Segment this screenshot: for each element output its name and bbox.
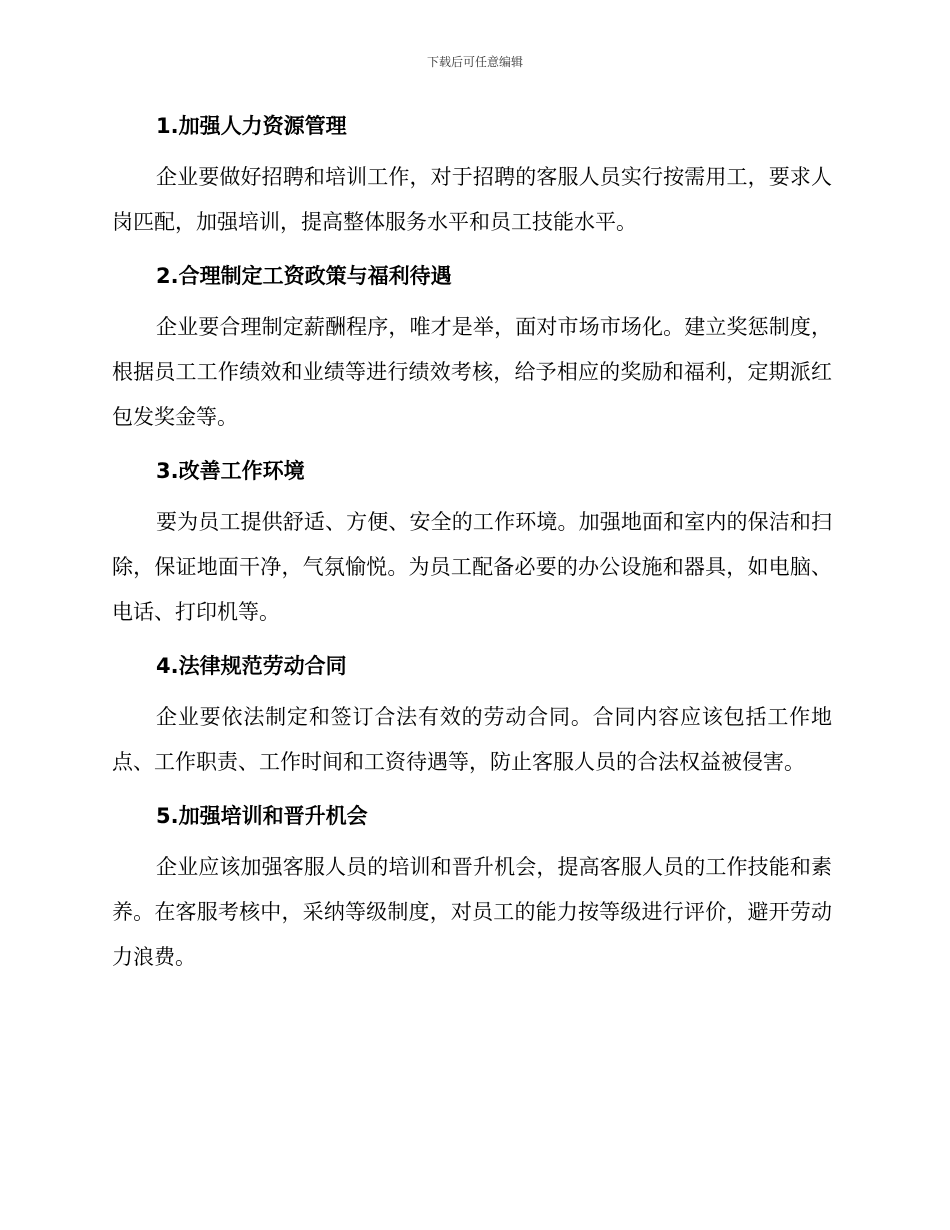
section-paragraph: 要为员工提供舒适、方便、安全的工作环境。加强地面和室内的保洁和扫除，保证地面干净，气氛愉悦。为员工配备必要的办公设施和器具，如电脑、电话、打印机等。 bbox=[112, 510, 832, 624]
section-paragraph: 企业要依法制定和签订合法有效的劳动合同。合同内容应该包括工作地点、工作职责、工作时间和工资待遇等，防止客服人员的合法权益被侵害。 bbox=[112, 705, 832, 774]
section-3 bbox=[112, 456, 832, 635]
section-heading: 3.改善工作环境 bbox=[156, 459, 305, 483]
section-heading: 2.合理制定工资政策与福利待遇 bbox=[156, 264, 452, 288]
section-4 bbox=[112, 651, 832, 785]
document-body bbox=[112, 111, 832, 996]
section-paragraph: 企业要做好招聘和培训工作，对于招聘的客服人员实行按需用工，要求人岗匹配，加强培训，提高整体服务水平和员工技能水平。 bbox=[112, 165, 832, 234]
page-header: 下载后可任意编辑 bbox=[426, 55, 523, 69]
section-heading: 5.加强培训和晋升机会 bbox=[156, 804, 368, 828]
section-5 bbox=[112, 801, 832, 980]
section-heading: 1.加强人力资源管理 bbox=[156, 114, 347, 138]
section-2 bbox=[112, 261, 832, 440]
section-heading: 4.法律规范劳动合同 bbox=[156, 654, 347, 678]
section-1 bbox=[112, 111, 832, 245]
section-paragraph: 企业应该加强客服人员的培训和晋升机会，提高客服人员的工作技能和素养。在客服考核中，采纳等级制度，对员工的能力按等级进行评价，避开劳动力浪费。 bbox=[112, 855, 832, 969]
section-paragraph: 企业要合理制定薪酬程序，唯才是举，面对市场市场化。建立奖惩制度，根据员工工作绩效和业绩等进行绩效考核，给予相应的奖励和福利，定期派红包发奖金等。 bbox=[112, 315, 832, 429]
